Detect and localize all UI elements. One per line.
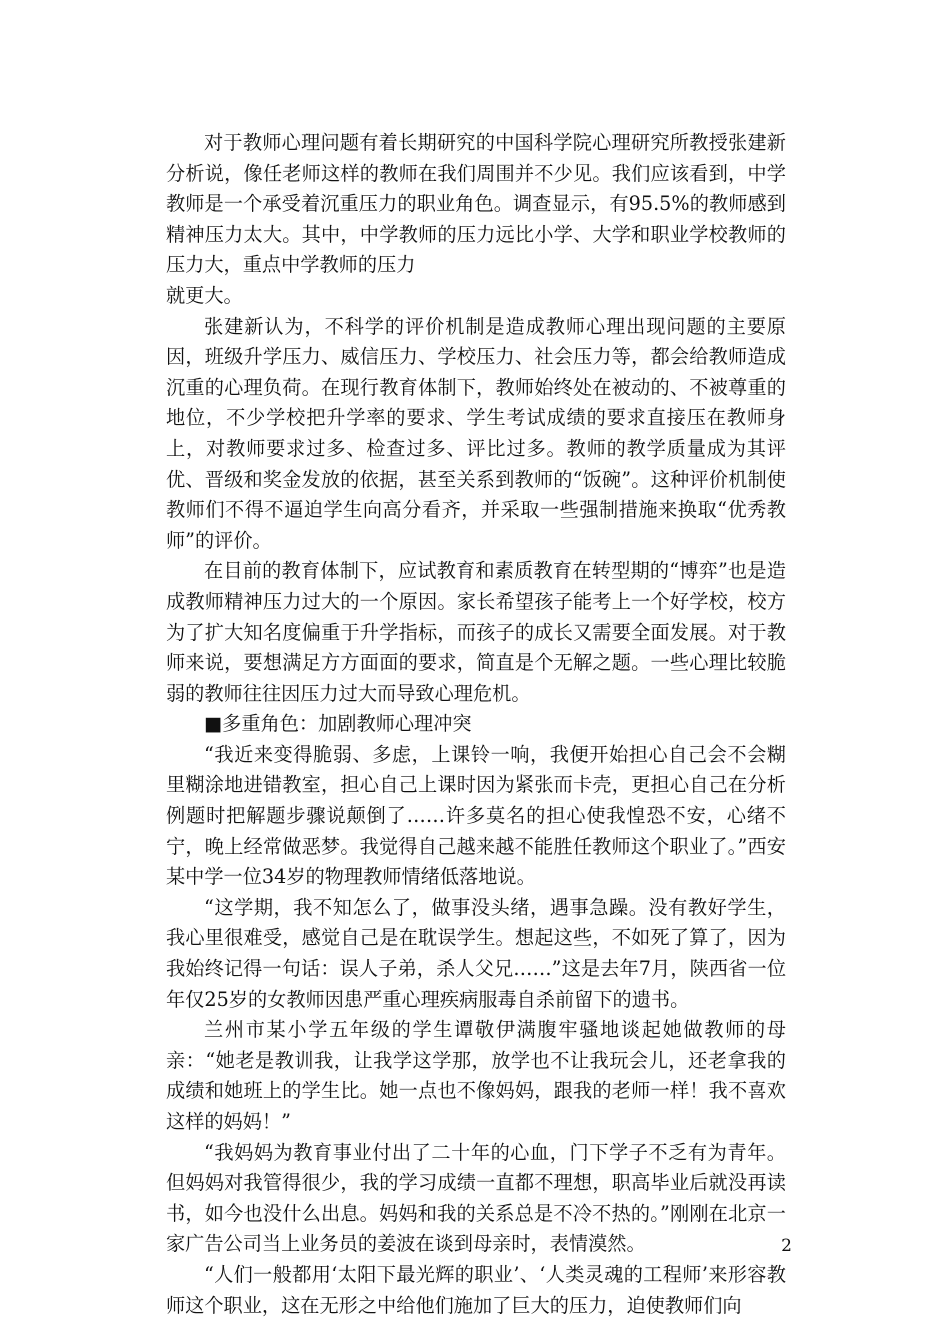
paragraph-student-complaint: 兰州市某小学五年级的学生谭敬伊满腹牢骚地谈起她做教师的母亲：“她老是教训我，让我学这学那，放学也不让我玩会儿，还老拿我的成绩和她班上的学生比。她一点也不像妈妈，跟我的老师一样！我不喜欢这样的妈妈！”	[166, 1018, 786, 1133]
paragraph-zhang-analysis: 对于教师心理问题有着长期研究的中国科学院心理研究所教授张建新分析说，像任老师这样的教师在我们周围并不少见。我们应该看到，中学教师是一个承受着沉重压力的职业角色。调查显示，有95.5%的教师感到精神压力太大。其中，中学教师的压力远比小学、大学和职业学校教师的压力大，重点中学教师的压力	[166, 131, 786, 277]
paragraph-physics-teacher-quote: “我近来变得脆弱、多虑，上课铃一响，我便开始担心自己会不会糊里糊涂地进错教室，担心自己上课时因为紧张而卡壳，更担心自己在分析例题时把解题步骤说颠倒了……许多莫名的担心使我惶恐不安，心绪不宁，晚上经常做恶梦。我觉得自己越来越不能胜任教师这个职业了。”西安某中学一位34岁的物理教师情绪低落地说。	[166, 742, 786, 889]
page-number: 2	[781, 1236, 792, 1256]
paragraph-education-system: 在目前的教育体制下，应试教育和素质教育在转型期的“博弈”也是造成教师精神压力过大的一个原因。家长希望孩子能考上一个好学校，校方为了扩大知名度偏重于升学指标，而孩子的成长又需要全面发展。对于教师来说，要想满足方方面面的要求，简直是个无解之题。一些心理比较脆弱的教师往往因压力过大而导致心理危机。	[166, 559, 786, 705]
section-heading: ■多重角色：加剧教师心理冲突	[204, 712, 472, 736]
paragraph-evaluation-mechanism: 张建新认为，不科学的评价机制是造成教师心理出现问题的主要原因，班级升学压力、威信压力、学校压力、社会压力等，都会给教师造成沉重的心理负荷。在现行教育体制下，教师始终处在被动的、不被尊重的地位，不少学校把升学率的要求、学生考试成绩的要求直接压在教师身上，对教师要求过多、检查过多、评比过多。教师的教学质量成为其评优、晋级和奖金发放的依据，甚至关系到教师的“饭碗”。这种评价机制使教师们不得不逼迫学生向高分看齐，并采取一些强制措施来换取“优秀教师”的评价。	[166, 314, 786, 552]
paragraph-profession-pressure: “人们一般都用‘太阳下最光辉的职业’、‘人类灵魂的工程师’来形容教师这个职业，这在无形之中给他们施加了巨大的压力，迫使教师们向	[166, 1262, 786, 1317]
paragraph-son-quote: “我妈妈为教育事业付出了二十年的心血，门下学子不乏有为青年。但妈妈对我管得很少，我的学习成绩一直都不理想，职高毕业后就没再读书，如今也没什么出息。妈妈和我的关系总是不冷不热的。”刚刚在北京一家广告公司当上业务员的姜波在谈到母亲时，表情漠然。	[166, 1140, 786, 1256]
paragraph-suicide-note-quote: “这学期，我不知怎么了，做事没头绪，遇事急躁。没有教好学生，我心里很难受，感觉自己是在耽误学生。想起这些，不如死了算了，因为我始终记得一句话：误人子弟，杀人父兄……”这是去年7月，陕西省一位年仅25岁的女教师因患严重心理疾病服毒自杀前留下的遗书。	[166, 895, 786, 1011]
body-text	[166, 128, 786, 1321]
paragraph-continuation: 就更大。	[166, 283, 243, 307]
